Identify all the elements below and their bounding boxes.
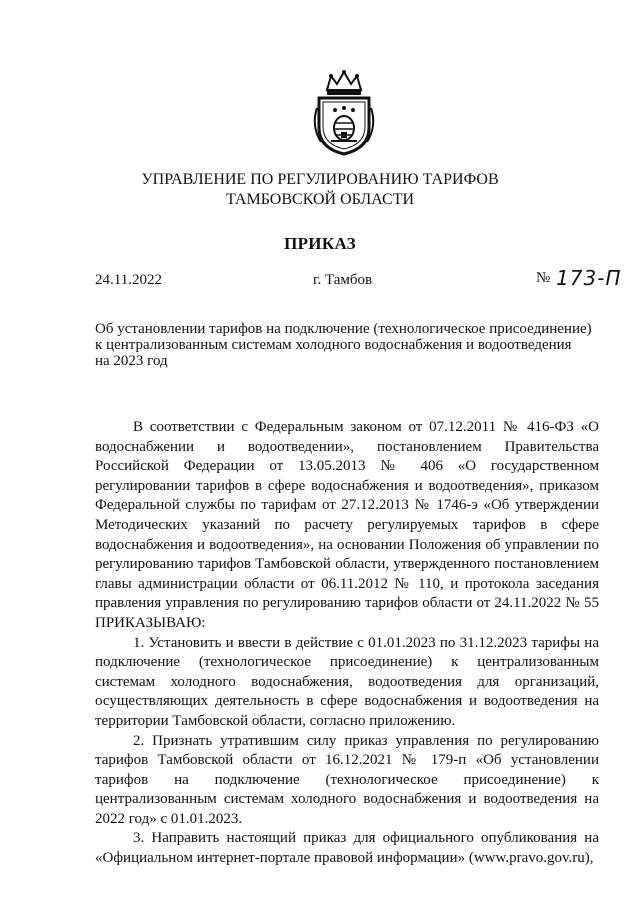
subject-line: Об установлении тарифов на подключение (технологическое присоединение) xyxy=(95,321,592,337)
handwritten-number: 173-П xyxy=(556,266,622,290)
subject-line: к централизованным системам холодного водоснабжения и водоотведения xyxy=(95,337,572,353)
clause-1: 1. Установить и ввести в действие с 01.01.2023 по 31.12.2023 тарифы на подключение (технологическое присоединение) к централизованным системам холодного водоснабжения, водоотведения для организаций, осуществляющих деятельность в сфере водоснабжения и водоотведения на территории Тамбовской области, согласно приложению. xyxy=(95,634,599,729)
number-sign: № xyxy=(536,269,551,286)
document-date: 24.11.2022 xyxy=(95,272,162,288)
document-type-title: ПРИКАЗ xyxy=(284,234,356,253)
organization-name-line1: УПРАВЛЕНИЕ ПО РЕГУЛИРОВАНИЮ ТАРИФОВ xyxy=(141,171,499,188)
document-number xyxy=(536,266,622,290)
document-city: г. Тамбов xyxy=(313,272,373,288)
clause-3: 3. Направить настоящий приказ для официального опубликования на «Официальном интернет-портале правовой информации» (www.pravo.gov.ru), xyxy=(95,830,599,867)
tambov-coat-of-arms-icon xyxy=(313,68,375,156)
clause-2: 2. Признать утратившим силу приказ управления по регулированию тарифов Тамбовской области от 16.12.2021 № 179-п «Об установлении тарифов на подключение (технологическое присоединение) к централизованным системам холодного водоснабжения и водоотведения на 2022 год» с 01.01.2023. xyxy=(95,732,599,827)
document-subject xyxy=(95,321,599,369)
subject-line: на 2023 год xyxy=(95,353,168,369)
organization-name-line2: ТАМБОВСКОЙ ОБЛАСТИ xyxy=(225,191,415,208)
document-body xyxy=(95,418,599,869)
preamble-paragraph: В соответствии с Федеральным законом от 07.12.2011 № 416-ФЗ «О водоснабжении и водоотведении», постановлением Правительства Российской Федерации от 13.05.2013 № 406 «О государственном регулировании тарифов в сфере водоснабжения и водоотведения», приказом Федеральной службы по тарифам от 27.12.2013 № 1746-э «Об утверждении Методических указаний по расчету регулируемых тарифов в сфере водоснабжения и водоотведения», на основании Положения об управлении по регулированию тарифов Тамбовской области, утвержденного постановлением главы администрации области от 06.11.2012 № 110, и протокола заседания правления управления по регулированию тарифов области от 24.11.2022 № 55 ПРИКАЗЫВАЮ: xyxy=(95,419,599,631)
